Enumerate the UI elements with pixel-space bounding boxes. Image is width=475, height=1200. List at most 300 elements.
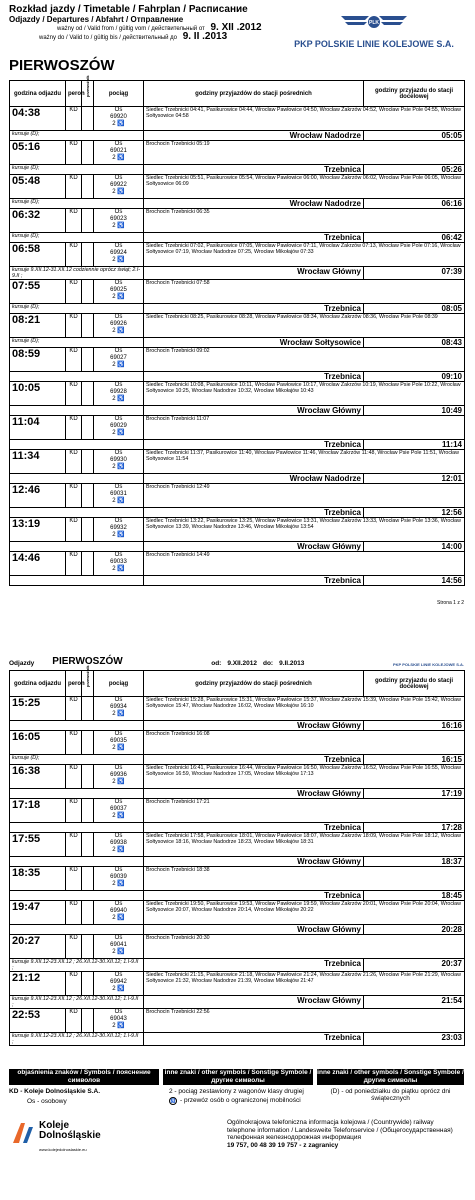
intermediate-stations: Brochocin Trzebnicki 06:35 bbox=[144, 209, 465, 233]
table-row bbox=[10, 765, 465, 789]
carrier-code: KD bbox=[66, 765, 82, 789]
col-via: godziny przyjazdów do stacji pośrednich bbox=[144, 671, 364, 697]
departure-time: 06:58 bbox=[10, 243, 66, 267]
wheelchair-icon: ♿ bbox=[170, 1098, 176, 1103]
destination: Trzebnica bbox=[144, 959, 364, 972]
arrival-time: 06:16 bbox=[364, 199, 465, 209]
track-cell bbox=[82, 450, 94, 474]
carrier-code: KD bbox=[66, 518, 82, 542]
kursuje-note: kursuje (D); bbox=[10, 338, 144, 348]
train-num: 69936 bbox=[110, 772, 127, 778]
valid-to-label: ważny do / Valid to / gültig bis / действительный до bbox=[39, 35, 178, 41]
departure-time: 12:46 bbox=[10, 484, 66, 508]
station-name: PIERWOSZÓW bbox=[9, 57, 115, 74]
destination: Wrocław Główny bbox=[144, 925, 364, 935]
kd-logo-icon bbox=[11, 1121, 37, 1145]
table-row bbox=[10, 731, 465, 755]
destination: Wrocław Główny bbox=[144, 857, 364, 867]
table-row bbox=[10, 243, 465, 267]
train-cat: Os bbox=[114, 972, 123, 978]
table-row-footer bbox=[10, 857, 465, 867]
departure-time: 08:59 bbox=[10, 348, 66, 372]
legend-head-symbols: objaśnienia znaków / Symbols / пояснение символов bbox=[9, 1069, 159, 1085]
destination: Wrocław Główny bbox=[144, 721, 364, 731]
train-num: 69027 bbox=[110, 355, 127, 361]
track-cell bbox=[82, 697, 94, 721]
track-cell bbox=[82, 107, 94, 131]
train-cat: Os bbox=[114, 280, 123, 286]
col-via: godziny przyjazdów do stacji pośrednich bbox=[144, 81, 364, 107]
train-cls: 2 ♿ bbox=[112, 711, 125, 717]
train-num: 69942 bbox=[110, 979, 127, 985]
table-row-footer bbox=[10, 233, 465, 243]
train-cat: Os bbox=[114, 799, 123, 805]
departure-time: 08:21 bbox=[10, 314, 66, 338]
departure-time: 05:16 bbox=[10, 141, 66, 165]
kursuje-note: kursuje (D); bbox=[10, 233, 144, 243]
track-cell bbox=[82, 935, 94, 959]
info-phone: 19 757, 00 48 39 19 757 - z zagranicy bbox=[227, 1141, 339, 1149]
intermediate-stations: Brochocin Trzebnicki 05:19 bbox=[144, 141, 465, 165]
legend-d: (D) - od poniedziałku do piątku oprócz dni świątecznych bbox=[330, 1088, 451, 1102]
carrier-code: KD bbox=[66, 450, 82, 474]
table-row-footer bbox=[10, 542, 465, 552]
kd-logo bbox=[9, 1119, 161, 1152]
arrival-time: 14:56 bbox=[364, 576, 465, 586]
train-cls: 2 ♿ bbox=[112, 121, 125, 127]
kursuje-note: kursuje (D); bbox=[10, 755, 144, 765]
carrier-code: KD bbox=[66, 867, 82, 891]
col-platform: peron bbox=[66, 671, 82, 697]
departures-table-page2 bbox=[9, 665, 465, 1046]
track-cell bbox=[82, 280, 94, 304]
valid-to bbox=[39, 33, 279, 42]
table-row bbox=[10, 901, 465, 925]
table-row-footer bbox=[10, 823, 465, 833]
timetable-subtitle: Odjazdy / Departures / Abfahrt / Отправление bbox=[9, 15, 184, 24]
kursuje-note bbox=[10, 372, 144, 382]
carrier-code: KD bbox=[66, 209, 82, 233]
destination: Trzebnica bbox=[144, 508, 364, 518]
train-num: 69940 bbox=[110, 908, 127, 914]
train-cat: Os bbox=[114, 552, 123, 558]
legend-wheel: - przewóz osób o ograniczonej mobilności bbox=[180, 1097, 301, 1104]
intermediate-stations: Siedlec Trzebnicki 05:51, Pasikurowice 05:54, Wrocław Pawłowice 06:00, Wrocław Zakrzów 06:02, Wrocław Psie Pole 06:05, Wrocław Sołtysowice 06:09 bbox=[144, 175, 465, 199]
train-info bbox=[94, 314, 144, 338]
intermediate-stations: Brochocin Trzebnicki 14:49 bbox=[144, 552, 465, 576]
train-info bbox=[94, 382, 144, 406]
train-cls: 2 ♿ bbox=[112, 949, 125, 955]
kursuje-note bbox=[10, 576, 144, 586]
track-cell bbox=[82, 833, 94, 857]
track-cell bbox=[82, 141, 94, 165]
valid-from-date: 9. XII .2012 bbox=[210, 22, 262, 33]
arrival-time: 18:45 bbox=[364, 891, 465, 901]
table-row-footer bbox=[10, 304, 465, 314]
kursuje-note: kursuje (D); bbox=[10, 199, 144, 209]
arrival-time: 08:05 bbox=[364, 304, 465, 314]
arrival-time: 08:43 bbox=[364, 338, 465, 348]
train-cat: Os bbox=[114, 867, 123, 873]
train-cat: Os bbox=[114, 901, 123, 907]
train-info bbox=[94, 518, 144, 542]
train-num: 69920 bbox=[110, 114, 127, 120]
departures-table-page1 bbox=[9, 75, 465, 586]
table-row-footer bbox=[10, 372, 465, 382]
kursuje-note: kursuje (D); bbox=[10, 304, 144, 314]
arrival-time: 20:37 bbox=[364, 959, 465, 972]
train-cat: Os bbox=[114, 175, 123, 181]
arrival-time: 11:14 bbox=[364, 440, 465, 450]
train-info bbox=[94, 175, 144, 199]
arrival-time: 07:39 bbox=[364, 267, 465, 280]
track-cell bbox=[82, 209, 94, 233]
table-row bbox=[10, 484, 465, 508]
kursuje-note bbox=[10, 440, 144, 450]
train-cls: 2 ♿ bbox=[112, 362, 125, 368]
table-row bbox=[10, 107, 465, 131]
intermediate-stations: Siedlec Trzebnicki 19:50, Pasikurowice 19:53, Wrocław Pawłowice 19:59, Wrocław Zakrzów 20:01, Wrocław Psie Pole 20:04, Wrocław Sołtysowice 20:07, Wrocław Nadodrze 20:14, Wrocław Mikołajów 20:22 bbox=[144, 901, 465, 925]
departure-time: 05:48 bbox=[10, 175, 66, 199]
destination: Wrocław Główny bbox=[144, 542, 364, 552]
intermediate-stations: Siedlec Trzebnicki 21:15, Pasikurowice 21:18, Wrocław Pawłowice 21:24, Wrocław Zakrzów 21:26, Wrocław Psie Pole 21:29, Wrocław Sołtysowice 21:32, Wrocław Nadodrze 21:39, Wrocław Mikołajów 21:47 bbox=[144, 972, 465, 996]
train-info bbox=[94, 867, 144, 891]
train-num: 69938 bbox=[110, 840, 127, 846]
table-row-footer bbox=[10, 199, 465, 209]
arrival-time: 23:03 bbox=[364, 1033, 465, 1046]
table-row-footer bbox=[10, 474, 465, 484]
brand-url[interactable]: www.kolejedolnoslaskie.eu bbox=[39, 1147, 87, 1152]
carrier-code: KD bbox=[66, 731, 82, 755]
train-cls: 2 ♿ bbox=[112, 294, 125, 300]
table-row-footer bbox=[10, 165, 465, 175]
train-info bbox=[94, 243, 144, 267]
departure-time: 06:32 bbox=[10, 209, 66, 233]
table-row bbox=[10, 416, 465, 440]
page2-table-wrap bbox=[9, 665, 464, 1046]
carrier-code: KD bbox=[66, 382, 82, 406]
intermediate-stations: Siedlec Trzebnicki 17:58, Pasikurowice 18:01, Wrocław Pawłowice 18:07, Wrocław Zakrzów 18:09, Wrocław Psie Pole 18:12, Wrocław Sołtysowice 18:16, Wrocław Nadodrze 18:23, Wrocław Mikołajów 18:31 bbox=[144, 833, 465, 857]
track-cell bbox=[82, 765, 94, 789]
destination: Trzebnica bbox=[144, 440, 364, 450]
arrival-time: 18:37 bbox=[364, 857, 465, 867]
train-cat: Os bbox=[114, 833, 123, 839]
train-cat: Os bbox=[114, 141, 123, 147]
departure-time: 19:47 bbox=[10, 901, 66, 925]
table-row bbox=[10, 867, 465, 891]
timetable-title: Rozkład jazdy / Timetable / Fahrplan / Расписание bbox=[9, 4, 248, 15]
track-cell bbox=[82, 518, 94, 542]
train-cat: Os bbox=[114, 697, 123, 703]
track-cell bbox=[82, 901, 94, 925]
train-num: 69031 bbox=[110, 491, 127, 497]
train-cls: 2 ♿ bbox=[112, 223, 125, 229]
train-num: 69922 bbox=[110, 182, 127, 188]
col-dest: godziny przyjazdu do stacji docelowej bbox=[364, 671, 465, 697]
train-num: 69930 bbox=[110, 457, 127, 463]
destination: Wrocław Główny bbox=[144, 267, 364, 280]
arrival-time: 16:15 bbox=[364, 755, 465, 765]
train-num: 69043 bbox=[110, 1016, 127, 1022]
departure-time: 11:04 bbox=[10, 416, 66, 440]
intermediate-stations: Brochocin Trzebnicki 17:21 bbox=[144, 799, 465, 823]
table-row bbox=[10, 518, 465, 542]
destination: Trzebnica bbox=[144, 165, 364, 175]
train-num: 69037 bbox=[110, 806, 127, 812]
arrival-time: 05:26 bbox=[364, 165, 465, 175]
intermediate-stations: Siedlec Trzebnicki 10:08, Pasikurowice 10:11, Wrocław Pawłowice 10:17, Wrocław Zakrzów 10:19, Wrocław Psie Pole 10:22, Wrocław Sołtysowice 10:25, Wrocław Nadodrze 10:32, Wrocław Mikołajów 10:43 bbox=[144, 382, 465, 406]
train-cls: 2 ♿ bbox=[112, 566, 125, 572]
train-info bbox=[94, 107, 144, 131]
page2-company: PKP POLSKIE LINIE KOLEJOWE S.A. bbox=[392, 662, 464, 667]
col-train: pociąg bbox=[94, 81, 144, 107]
train-num: 69934 bbox=[110, 704, 127, 710]
train-cat: Os bbox=[114, 348, 123, 354]
arrival-time: 16:16 bbox=[364, 721, 465, 731]
train-num: 69029 bbox=[110, 423, 127, 429]
destination: Trzebnica bbox=[144, 755, 364, 765]
train-cat: Os bbox=[114, 450, 123, 456]
carrier-code: KD bbox=[66, 280, 82, 304]
train-cat: Os bbox=[114, 484, 123, 490]
arrival-time: 10:49 bbox=[364, 406, 465, 416]
intermediate-stations: Siedlec Trzebnicki 13:22, Pasikurowice 13:25, Wrocław Pawłowice 13:31, Wrocław Zakrzów 13:33, Wrocław Psie Pole 13:36, Wrocław Sołtysowice 13:39, Wrocław Nadodrze 13:46, Wrocław Mikołajów 13:54 bbox=[144, 518, 465, 542]
train-info bbox=[94, 348, 144, 372]
train-cat: Os bbox=[114, 1009, 123, 1015]
kursuje-note bbox=[10, 925, 144, 935]
table-row-footer bbox=[10, 131, 465, 141]
train-num: 69924 bbox=[110, 250, 127, 256]
carrier-code: KD bbox=[66, 484, 82, 508]
destination: Trzebnica bbox=[144, 372, 364, 382]
train-num: 69033 bbox=[110, 559, 127, 565]
kursuje-note: kursuje 9.XII.12-31.XII.12 codziennie oprócz świąt; 2.I-9.II ; bbox=[10, 267, 144, 280]
track-cell bbox=[82, 348, 94, 372]
arrival-time: 14:00 bbox=[364, 542, 465, 552]
do-label: do: bbox=[262, 660, 274, 667]
train-info bbox=[94, 901, 144, 925]
train-num: 69039 bbox=[110, 874, 127, 880]
carrier-code: KD bbox=[66, 1009, 82, 1033]
destination: Wrocław Sołtysowice bbox=[144, 338, 364, 348]
train-cat: Os bbox=[114, 382, 123, 388]
do-date: 9.II.2013 bbox=[279, 660, 305, 667]
page2-rows bbox=[10, 697, 465, 1046]
kursuje-note bbox=[10, 857, 144, 867]
kursuje-note bbox=[10, 789, 144, 799]
brand-line2: Dolnośląskie bbox=[39, 1130, 101, 1141]
table-row bbox=[10, 280, 465, 304]
train-cat: Os bbox=[114, 518, 123, 524]
table-row bbox=[10, 314, 465, 338]
company-name: PKP POLSKIE LINIE KOLEJOWE S.A. bbox=[294, 39, 454, 49]
destination: Wrocław Nadodrze bbox=[144, 131, 364, 141]
train-info bbox=[94, 450, 144, 474]
train-info bbox=[94, 1009, 144, 1033]
train-info bbox=[94, 935, 144, 959]
train-info bbox=[94, 697, 144, 721]
legend-head-other-2: inne znaki / other symbols / Sonstige Symbole / другие символы bbox=[317, 1069, 464, 1084]
intermediate-stations: Brochocin Trzebnicki 07:58 bbox=[144, 280, 465, 304]
table-row bbox=[10, 972, 465, 996]
arrival-time: 21:54 bbox=[364, 996, 465, 1009]
table-row-footer bbox=[10, 406, 465, 416]
track-cell bbox=[82, 552, 94, 576]
table-row bbox=[10, 833, 465, 857]
train-cls: 2 ♿ bbox=[112, 813, 125, 819]
departure-time: 21:12 bbox=[10, 972, 66, 996]
table-row-footer bbox=[10, 576, 465, 586]
train-cls: 2 ♿ bbox=[112, 1023, 125, 1029]
train-num: 69932 bbox=[110, 525, 127, 531]
legend-head-other: inne znaki / other symbols / Sonstige Symbole / другие символы bbox=[164, 1069, 312, 1084]
carrier-code: KD bbox=[66, 935, 82, 959]
svg-text:PLK: PLK bbox=[369, 20, 379, 26]
table-row bbox=[10, 382, 465, 406]
destination: Wrocław Główny bbox=[144, 406, 364, 416]
train-num: 69021 bbox=[110, 148, 127, 154]
col-time: godzina odjazdu bbox=[10, 81, 66, 107]
kursuje-note: kursuje (D); bbox=[10, 131, 144, 141]
train-cat: Os bbox=[114, 243, 123, 249]
carrier-code: KD bbox=[66, 314, 82, 338]
train-info bbox=[94, 141, 144, 165]
train-num: 69025 bbox=[110, 287, 127, 293]
col-dest: godziny przyjazdu do stacji docelowej bbox=[364, 81, 465, 107]
carrier-code: KD bbox=[66, 416, 82, 440]
table-row-footer bbox=[10, 721, 465, 731]
od-date: 9.XII.2012 bbox=[227, 660, 257, 667]
departure-time: 04:38 bbox=[10, 107, 66, 131]
destination: Wrocław Nadodrze bbox=[144, 199, 364, 209]
table-row bbox=[10, 348, 465, 372]
arrival-time: 12:01 bbox=[364, 474, 465, 484]
table-row-footer bbox=[10, 508, 465, 518]
destination: Trzebnica bbox=[144, 576, 364, 586]
intermediate-stations: Brochocin Trzebnicki 11:07 bbox=[144, 416, 465, 440]
train-num: 69926 bbox=[110, 321, 127, 327]
train-info bbox=[94, 765, 144, 789]
table-row-footer bbox=[10, 755, 465, 765]
destination: Wrocław Główny bbox=[144, 789, 364, 799]
kursuje-note bbox=[10, 508, 144, 518]
table-row-footer bbox=[10, 338, 465, 348]
train-cls: 2 ♿ bbox=[112, 430, 125, 436]
col-track: przewoźnik bbox=[82, 81, 94, 107]
carrier-code: KD bbox=[66, 697, 82, 721]
intermediate-stations: Siedlec Trzebnicki 15:28, Pasikurowice 15:31, Wrocław Pawłowice 15:37, Wrocław Zakrzów 15:39, Wrocław Psie Pole 15:42, Wrocław Sołtysowice 15:47, Wrocław Nadodrze 16:02, Wrocław Mikołajów 16:10 bbox=[144, 697, 465, 721]
train-info bbox=[94, 552, 144, 576]
arrival-time: 12:56 bbox=[364, 508, 465, 518]
table-row-footer bbox=[10, 789, 465, 799]
train-cat: Os bbox=[114, 314, 123, 320]
departure-time: 16:05 bbox=[10, 731, 66, 755]
intermediate-stations: Siedlec Trzebnicki 08:25, Pasikurowice 08:28, Wrocław Pawłowice 08:34, Wrocław Zakrzów 08:36, Wrocław Psie Pole 08:39 bbox=[144, 314, 465, 338]
table-row bbox=[10, 1009, 465, 1033]
valid-to-date: 9. II .2013 bbox=[182, 31, 228, 42]
track-cell bbox=[82, 867, 94, 891]
train-cls: 2 ♿ bbox=[112, 257, 125, 263]
info-text: Ogólnokrajowa telefoniczna informacja kolejowa / (Countrywide) railway telephone information / Landesweite Telefonservice / (Общегосударственная) телефонная железнодорожная информация bbox=[227, 1119, 453, 1141]
col-time: godzina odjazdu bbox=[10, 671, 66, 697]
table-row bbox=[10, 697, 465, 721]
kursuje-note bbox=[10, 542, 144, 552]
train-info bbox=[94, 280, 144, 304]
carrier-code: KD bbox=[66, 972, 82, 996]
col-track: przewoźnik bbox=[82, 671, 94, 697]
train-cls: 2 ♿ bbox=[112, 847, 125, 853]
train-cls: 2 ♿ bbox=[112, 498, 125, 504]
destination: Trzebnica bbox=[144, 1033, 364, 1046]
train-cls: 2 ♿ bbox=[112, 881, 125, 887]
train-cls: 2 ♿ bbox=[112, 745, 125, 751]
destination: Wrocław Nadodrze bbox=[144, 474, 364, 484]
legend-os: Os - osobowy bbox=[27, 1098, 67, 1105]
train-num: 69041 bbox=[110, 942, 127, 948]
page1-header bbox=[9, 4, 464, 74]
col-train: pociąg bbox=[94, 671, 144, 697]
intermediate-stations: Brochocin Trzebnicki 12:49 bbox=[144, 484, 465, 508]
train-info bbox=[94, 731, 144, 755]
train-cls: 2 ♿ bbox=[112, 155, 125, 161]
train-info bbox=[94, 833, 144, 857]
table-row-footer bbox=[10, 996, 465, 1009]
kursuje-note bbox=[10, 406, 144, 416]
departure-time: 15:25 bbox=[10, 697, 66, 721]
train-cls: 2 ♿ bbox=[112, 532, 125, 538]
table-row-footer bbox=[10, 1033, 465, 1046]
kursuje-note: kursuje (D); bbox=[10, 165, 144, 175]
train-cat: Os bbox=[114, 765, 123, 771]
arrival-time: 17:28 bbox=[364, 823, 465, 833]
col-platform: peron bbox=[66, 81, 82, 107]
carrier-code: KD bbox=[66, 552, 82, 576]
train-info bbox=[94, 209, 144, 233]
carrier-code: KD bbox=[66, 141, 82, 165]
table-row-footer bbox=[10, 891, 465, 901]
table-row bbox=[10, 935, 465, 959]
page2-label: Odjazdy bbox=[9, 660, 35, 667]
table-row bbox=[10, 450, 465, 474]
arrival-time: 20:28 bbox=[364, 925, 465, 935]
track-cell bbox=[82, 416, 94, 440]
kursuje-note: kursuje 9.XII.12-23.XII.12 ; 26.XII.12-30.XII.12; 1.I-9.II ; bbox=[10, 996, 144, 1009]
carrier-code: KD bbox=[66, 243, 82, 267]
table-row-footer bbox=[10, 440, 465, 450]
table-row bbox=[10, 141, 465, 165]
train-cat: Os bbox=[114, 731, 123, 737]
departure-time: 22:53 bbox=[10, 1009, 66, 1033]
train-cls: 2 ♿ bbox=[112, 396, 125, 402]
intermediate-stations: Siedlec Trzebnicki 16:41, Pasikurowice 16:44, Wrocław Pawłowice 16:50, Wrocław Zakrzów 16:52, Wrocław Psie Pole 16:55, Wrocław Sołtysowice 16:59, Wrocław Nadodrze 17:05, Wrocław Mikołajów 17:13 bbox=[144, 765, 465, 789]
departure-time: 17:55 bbox=[10, 833, 66, 857]
page1-table-wrap bbox=[9, 75, 464, 606]
track-cell bbox=[82, 243, 94, 267]
train-cls: 2 ♿ bbox=[112, 464, 125, 470]
track-cell bbox=[82, 731, 94, 755]
arrival-time: 17:19 bbox=[364, 789, 465, 799]
intermediate-stations: Siedlec Trzebnicki 04:41, Pasikurowice 04:44, Wrocław Pawłowice 04:50, Wrocław Zakrzów 04:52, Wrocław Psie Pole 04:55, Wrocław Sołtysowice 04:58 bbox=[144, 107, 465, 131]
table-row-footer bbox=[10, 959, 465, 972]
plk-logo bbox=[284, 12, 464, 49]
departure-time: 13:19 bbox=[10, 518, 66, 542]
train-cat: Os bbox=[114, 107, 123, 113]
carrier-code: KD bbox=[66, 175, 82, 199]
table-row bbox=[10, 175, 465, 199]
train-info bbox=[94, 416, 144, 440]
destination: Trzebnica bbox=[144, 891, 364, 901]
table-row bbox=[10, 799, 465, 823]
